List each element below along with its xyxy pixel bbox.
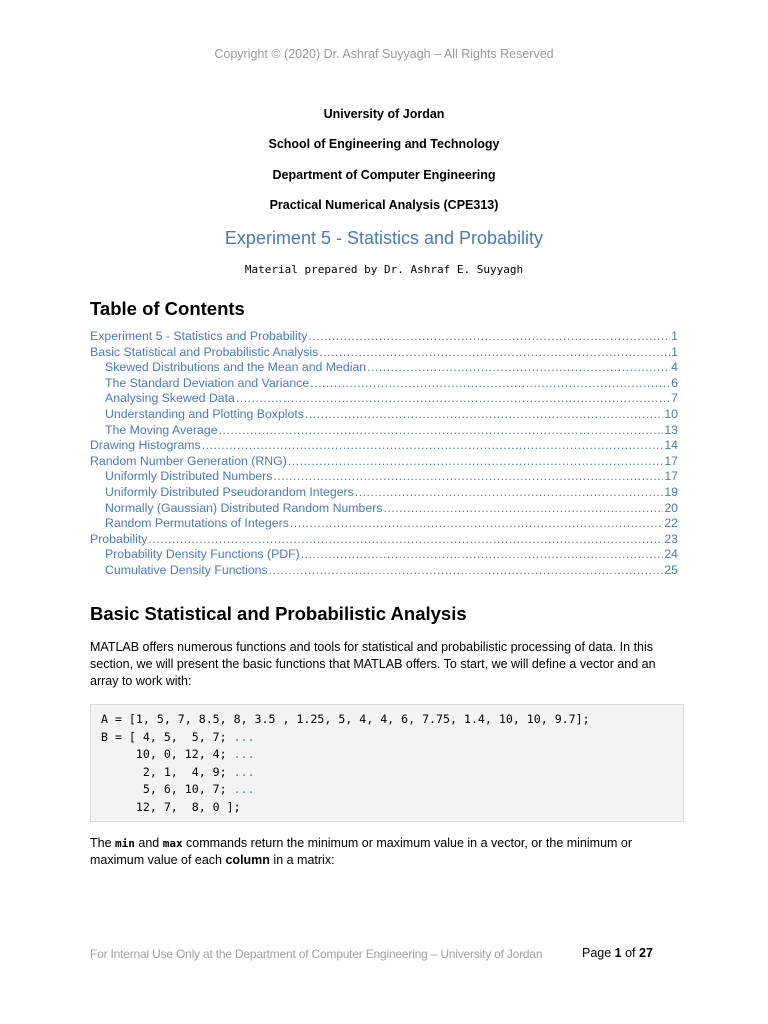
toc-entry-title[interactable]: Cumulative Density Functions — [105, 562, 268, 577]
toc-entry-page[interactable]: 1 — [671, 344, 678, 359]
toc-entry[interactable] — [90, 329, 678, 345]
toc-entry-page[interactable]: 22 — [664, 516, 678, 531]
copyright-notice: Copyright © (2020) Dr. Ashraf Suyyagh – All Rights Reserved — [214, 47, 554, 61]
toc-entry-title[interactable]: Drawing Histograms — [90, 438, 201, 453]
toc-entry-title[interactable]: Understanding and Plotting Boxplots — [105, 406, 304, 421]
intro-paragraph: MATLAB offers numerous functions and tools for statistical and probabilistic processing of data. In this section, we will present the basic functions that MATLAB offers. To start, we will define a vector and an array to work with: — [90, 640, 656, 688]
code-line: B = [ 4, 5, 5, 7; ... — [101, 729, 255, 744]
toc-entry[interactable] — [90, 423, 678, 439]
toc-entry[interactable] — [90, 360, 678, 376]
page-number: Page 1 of 27 — [582, 946, 653, 960]
section-heading: Basic Statistical and Probabilistic Analysis — [90, 603, 467, 624]
university-name: University of Jordan — [323, 107, 445, 121]
footer-note: For Internal Use Only at the Department of Computer Engineering – University of Jordan — [90, 947, 543, 961]
toc-entry-page[interactable]: 17 — [664, 469, 678, 484]
school-name: School of Engineering and Technology — [268, 137, 500, 151]
toc-heading: Table of Contents — [90, 298, 245, 319]
toc-entry-page[interactable]: 17 — [664, 453, 678, 468]
toc-entry-page[interactable]: 10 — [664, 406, 678, 421]
toc-entry-title[interactable]: The Moving Average — [105, 422, 218, 437]
toc-entry-title[interactable]: Basic Statistical and Probabilistic Analysis — [90, 344, 319, 359]
line-continuation: ... — [233, 729, 255, 744]
toc-entry-page[interactable]: 24 — [664, 547, 678, 562]
code-line: 2, 1, 4, 9; ... — [101, 764, 255, 779]
toc-entry[interactable] — [90, 563, 678, 579]
line-continuation: ... — [233, 747, 255, 762]
min-command: min — [115, 837, 135, 850]
toc-entry-title[interactable]: Skewed Distributions and the Mean and Median — [105, 360, 367, 375]
toc-entry-page[interactable]: 6 — [671, 375, 678, 390]
code-block — [90, 704, 684, 822]
code-line: 5, 6, 10, 7; ... — [101, 782, 255, 797]
toc-entry-page[interactable]: 1 — [671, 329, 678, 343]
toc-entry-page[interactable]: 13 — [664, 422, 678, 437]
toc-entry[interactable] — [90, 547, 678, 563]
toc-entry[interactable] — [90, 391, 678, 407]
course-name: Practical Numerical Analysis (CPE313) — [269, 198, 499, 212]
toc-entry[interactable] — [90, 376, 678, 392]
minmax-paragraph: The min and max commands return the minimum or maximum value in a vector, or the minimum or maximum value of each column in a matrix: — [90, 836, 633, 867]
code-line: 12, 7, 8, 0 ]; — [101, 799, 241, 814]
toc-entry[interactable] — [90, 485, 678, 501]
toc-entry-title[interactable]: Random Permutations of Integers — [105, 516, 289, 531]
toc-entry-title[interactable]: Random Number Generation (RNG) — [90, 453, 287, 468]
toc-entry[interactable] — [90, 345, 678, 361]
line-continuation: ... — [233, 782, 255, 797]
column-word: column — [225, 853, 270, 867]
toc-entry[interactable] — [90, 469, 678, 485]
toc-entry[interactable] — [90, 532, 678, 548]
toc-entry-page[interactable]: 19 — [664, 484, 678, 499]
toc-entry-title[interactable]: Probability Density Functions (PDF) — [105, 547, 300, 562]
toc-entry-title[interactable]: Probability — [90, 531, 148, 546]
toc-entry-title[interactable]: Analysing Skewed Data — [105, 391, 235, 406]
toc-entry-title[interactable]: Uniformly Distributed Numbers — [105, 469, 273, 484]
line-continuation: ... — [233, 764, 255, 779]
toc-entry-page[interactable]: 7 — [671, 391, 678, 406]
toc-entry-title[interactable]: Normally (Gaussian) Distributed Random Numbers — [105, 500, 383, 515]
toc-entry-page[interactable]: 14 — [664, 438, 678, 453]
prepared-by: Material prepared by Dr. Ashraf E. Suyyagh — [244, 263, 524, 276]
department-name: Department of Computer Engineering — [272, 168, 496, 182]
max-command: max — [162, 837, 183, 850]
toc-entry[interactable] — [90, 454, 678, 470]
table-of-contents — [90, 329, 678, 579]
toc-entry[interactable] — [90, 501, 678, 517]
toc-entry[interactable] — [90, 407, 678, 423]
experiment-title: Experiment 5 - Statistics and Probability — [224, 228, 544, 248]
toc-entry-page[interactable]: 23 — [664, 531, 678, 546]
toc-entry-title[interactable]: Uniformly Distributed Pseudorandom Integers — [105, 484, 354, 499]
toc-entry-title[interactable]: The Standard Deviation and Variance — [105, 375, 310, 390]
toc-entry-page[interactable]: 25 — [664, 562, 678, 577]
toc-entry-title[interactable]: Experiment 5 - Statistics and Probability — [90, 329, 308, 343]
toc-entry-page[interactable]: 4 — [671, 360, 678, 375]
toc-entry-page[interactable]: 20 — [664, 500, 678, 515]
code-line: 10, 0, 12, 4; ... — [101, 747, 255, 762]
toc-entry[interactable] — [90, 516, 678, 532]
toc-entry[interactable] — [90, 438, 678, 454]
code-line: A = [1, 5, 7, 8.5, 8, 3.5 , 1.25, 5, 4, 4, 6, 7.75, 1.4, 10, 10, 9.7]; — [101, 712, 590, 726]
